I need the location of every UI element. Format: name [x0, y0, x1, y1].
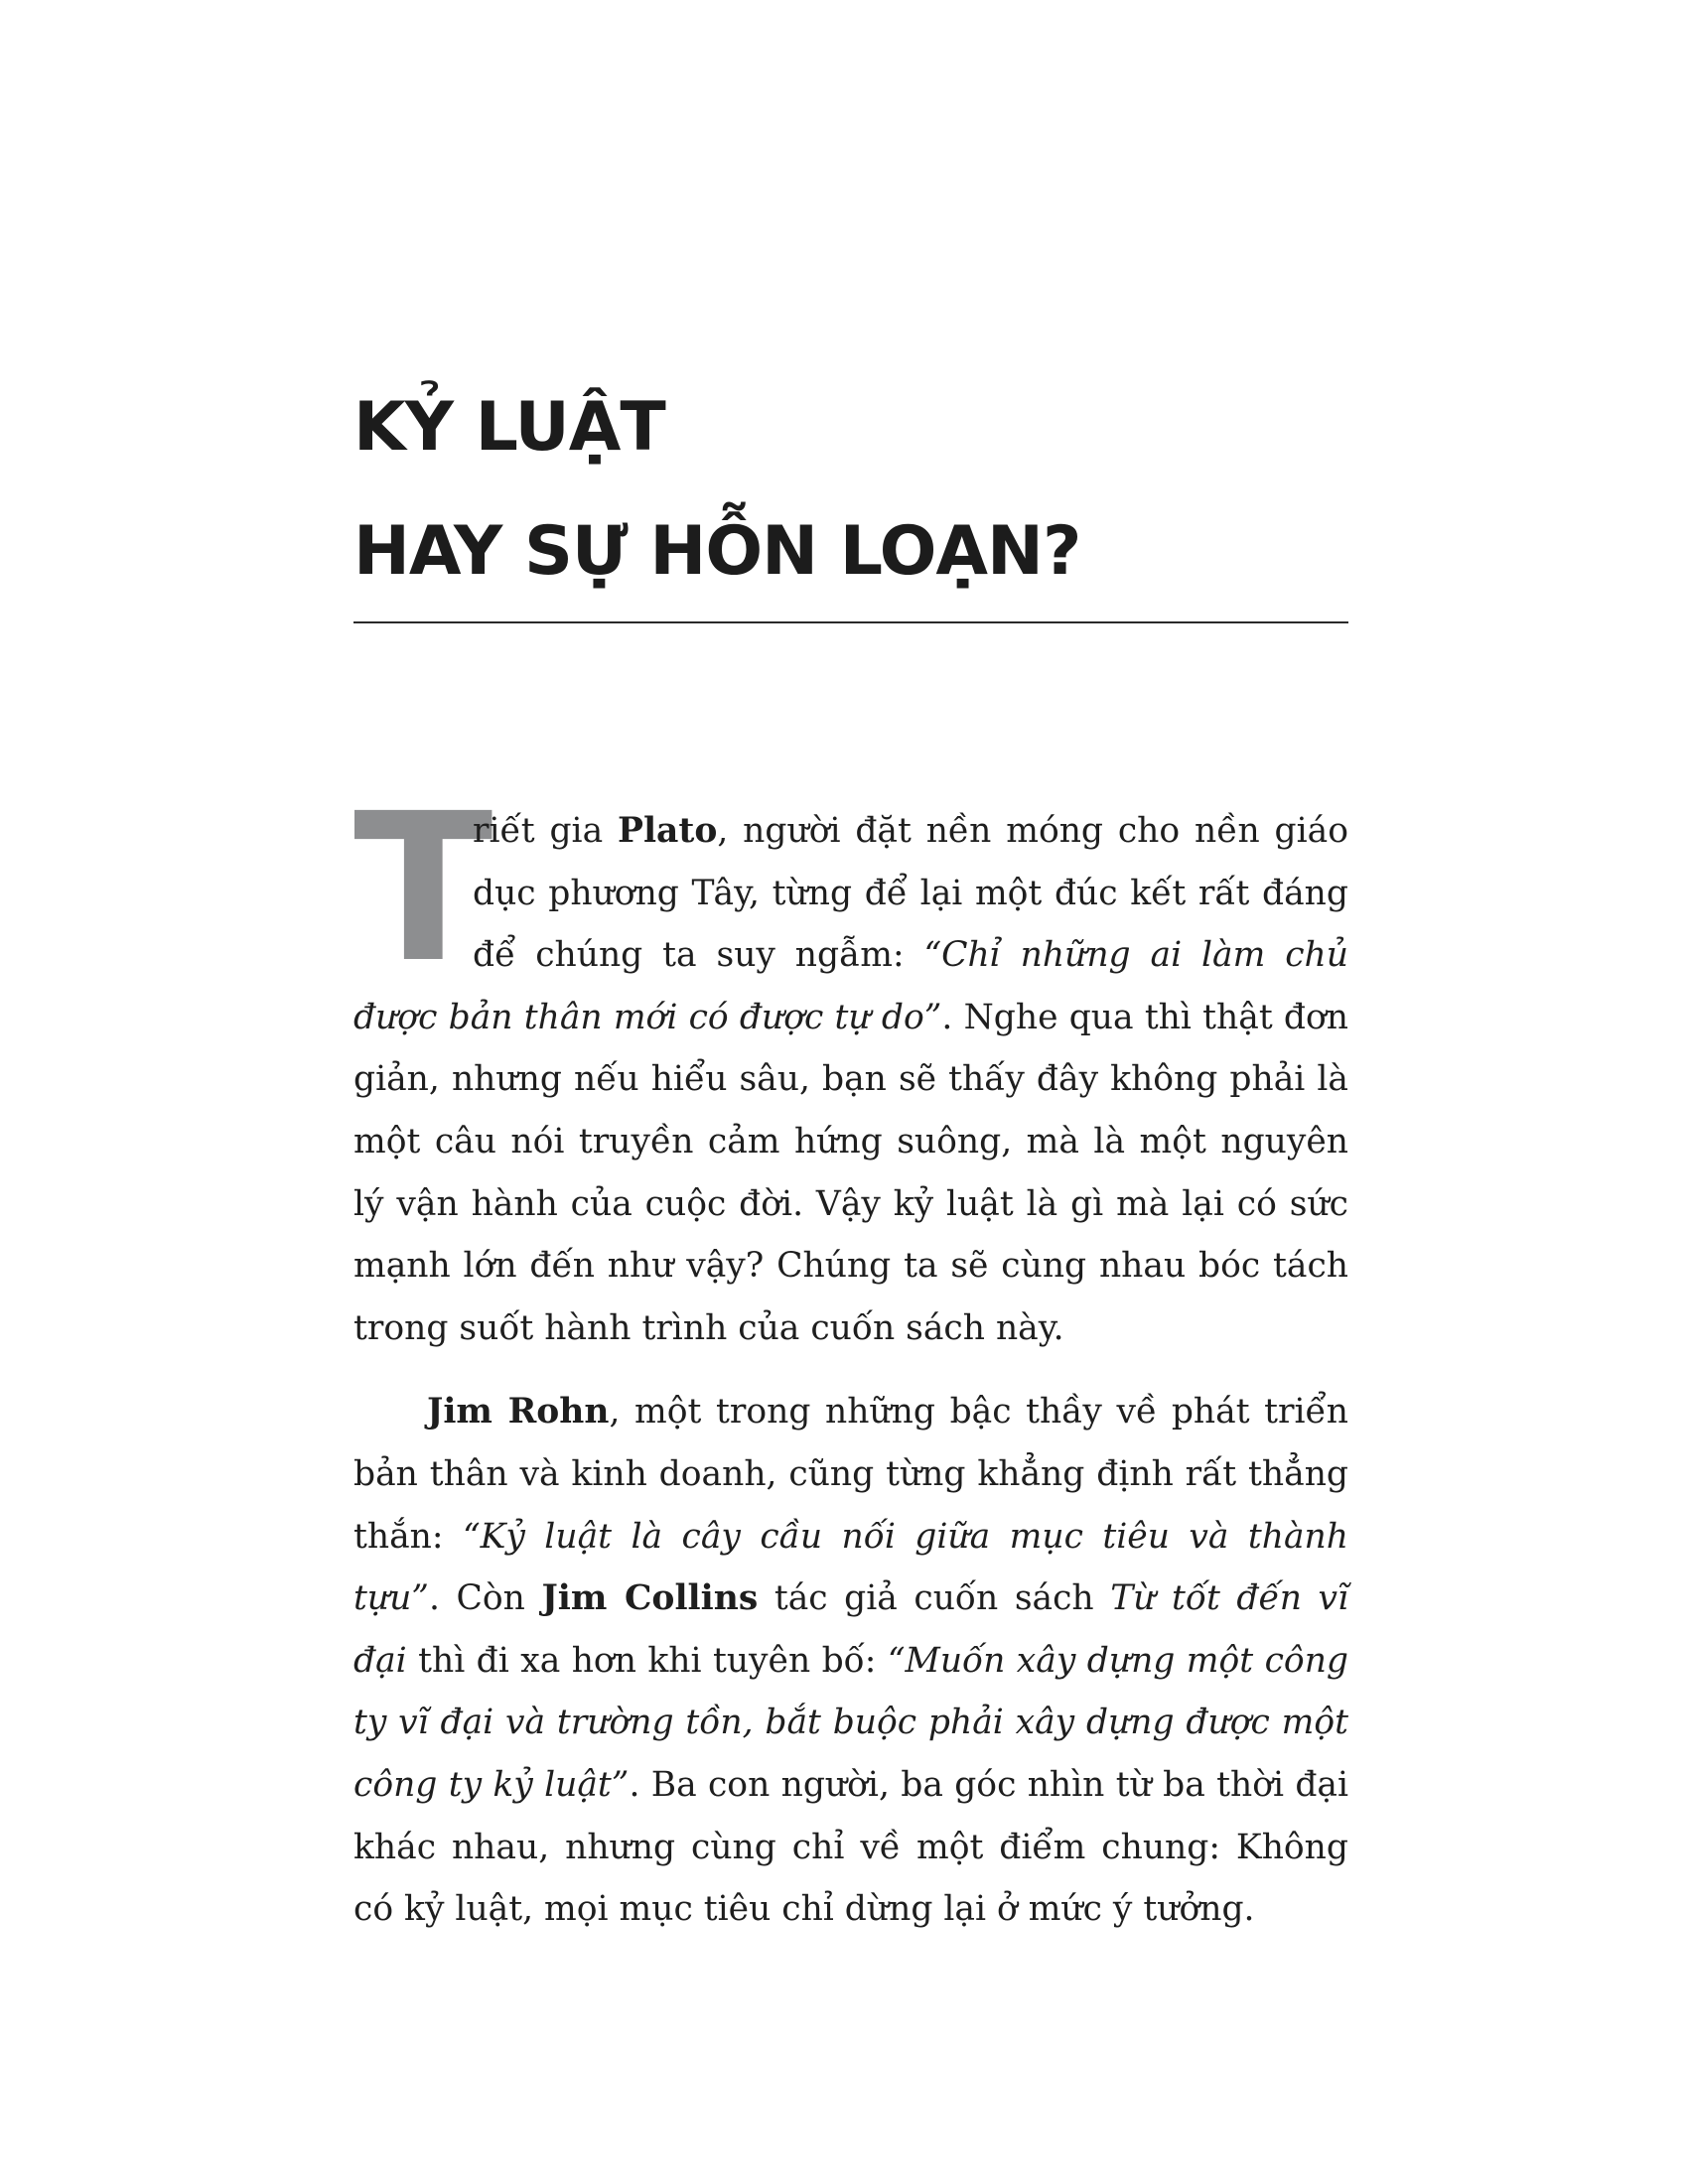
paragraph-2-text-5: . Ba con người, ba góc nhìn từ ba thời đại khác nhau, nhưng cùng chỉ về một điểm chung: Không có kỷ luật, mọi mục tiêu chỉ dừng lại ở mức ý tưởng.	[353, 1764, 1349, 1930]
paragraph-2	[353, 1381, 1348, 1940]
paragraph-2-text-4: thì đi xa hơn khi tuyên bố:	[406, 1640, 888, 1681]
drop-cap: T	[353, 769, 493, 1008]
paragraph-2-text-2: . Còn	[428, 1578, 542, 1619]
chapter-header	[353, 365, 1348, 623]
paragraph-2-text-1: , một trong những bậc thầy về phát triển bản thân và kinh doanh, cũng từng khẳng định rất thẳng thắn:	[353, 1392, 1348, 1557]
quote-jim-rohn: “Kỷ luật là cây cầu nối giữa mục tiêu và thành tựu”	[353, 1516, 1348, 1619]
quote-plato: “Chỉ những ai làm chủ được bản thân mới có được tự do”	[353, 935, 1348, 1037]
name-jim-collins: Jim Collins	[541, 1578, 759, 1619]
chapter-title-line-1: KỶ LUẬT	[353, 388, 665, 467]
quote-jim-collins: “Muốn xây dựng một công ty vĩ đại và trường tồn, bắt buộc phải xây dựng được một công ty kỷ luật”	[353, 1640, 1348, 1805]
paragraph-2-text-3: tác giả cuốn sách	[758, 1578, 1111, 1619]
paragraph-1-text-3: . Nghe qua thì thật đơn giản, nhưng nếu hiểu sâu, bạn sẽ thấy đây không phải là một câu nói truyền cảm hứng suông, mà là một nguyên lý vận hành của cuộc đời. Vậy kỷ luật là gì mà lại có sức mạnh lớn đến như vậy? Chúng ta sẽ cùng nhau bóc tách trong suốt hành trình của cuốn sách này.	[353, 997, 1348, 1348]
paragraph-1-text-1: riết gia	[473, 811, 618, 851]
chapter-body	[353, 769, 1349, 1941]
paragraph-1-text-2: , người đặt nền móng cho nền giáo dục phương Tây, từng để lại một đúc kết rất đáng để chúng ta suy ngẫm:	[473, 811, 1348, 976]
chapter-title	[353, 365, 1348, 614]
name-jim-rohn: Jim Rohn	[427, 1392, 610, 1433]
paragraph-1	[353, 769, 1348, 1359]
name-plato: Plato	[618, 811, 718, 851]
book-title: Từ tốt đến vĩ đại	[353, 1578, 1348, 1681]
chapter-title-line-2: HAY SỰ HỖN LOẠN?	[353, 512, 1081, 591]
title-divider	[353, 621, 1348, 623]
